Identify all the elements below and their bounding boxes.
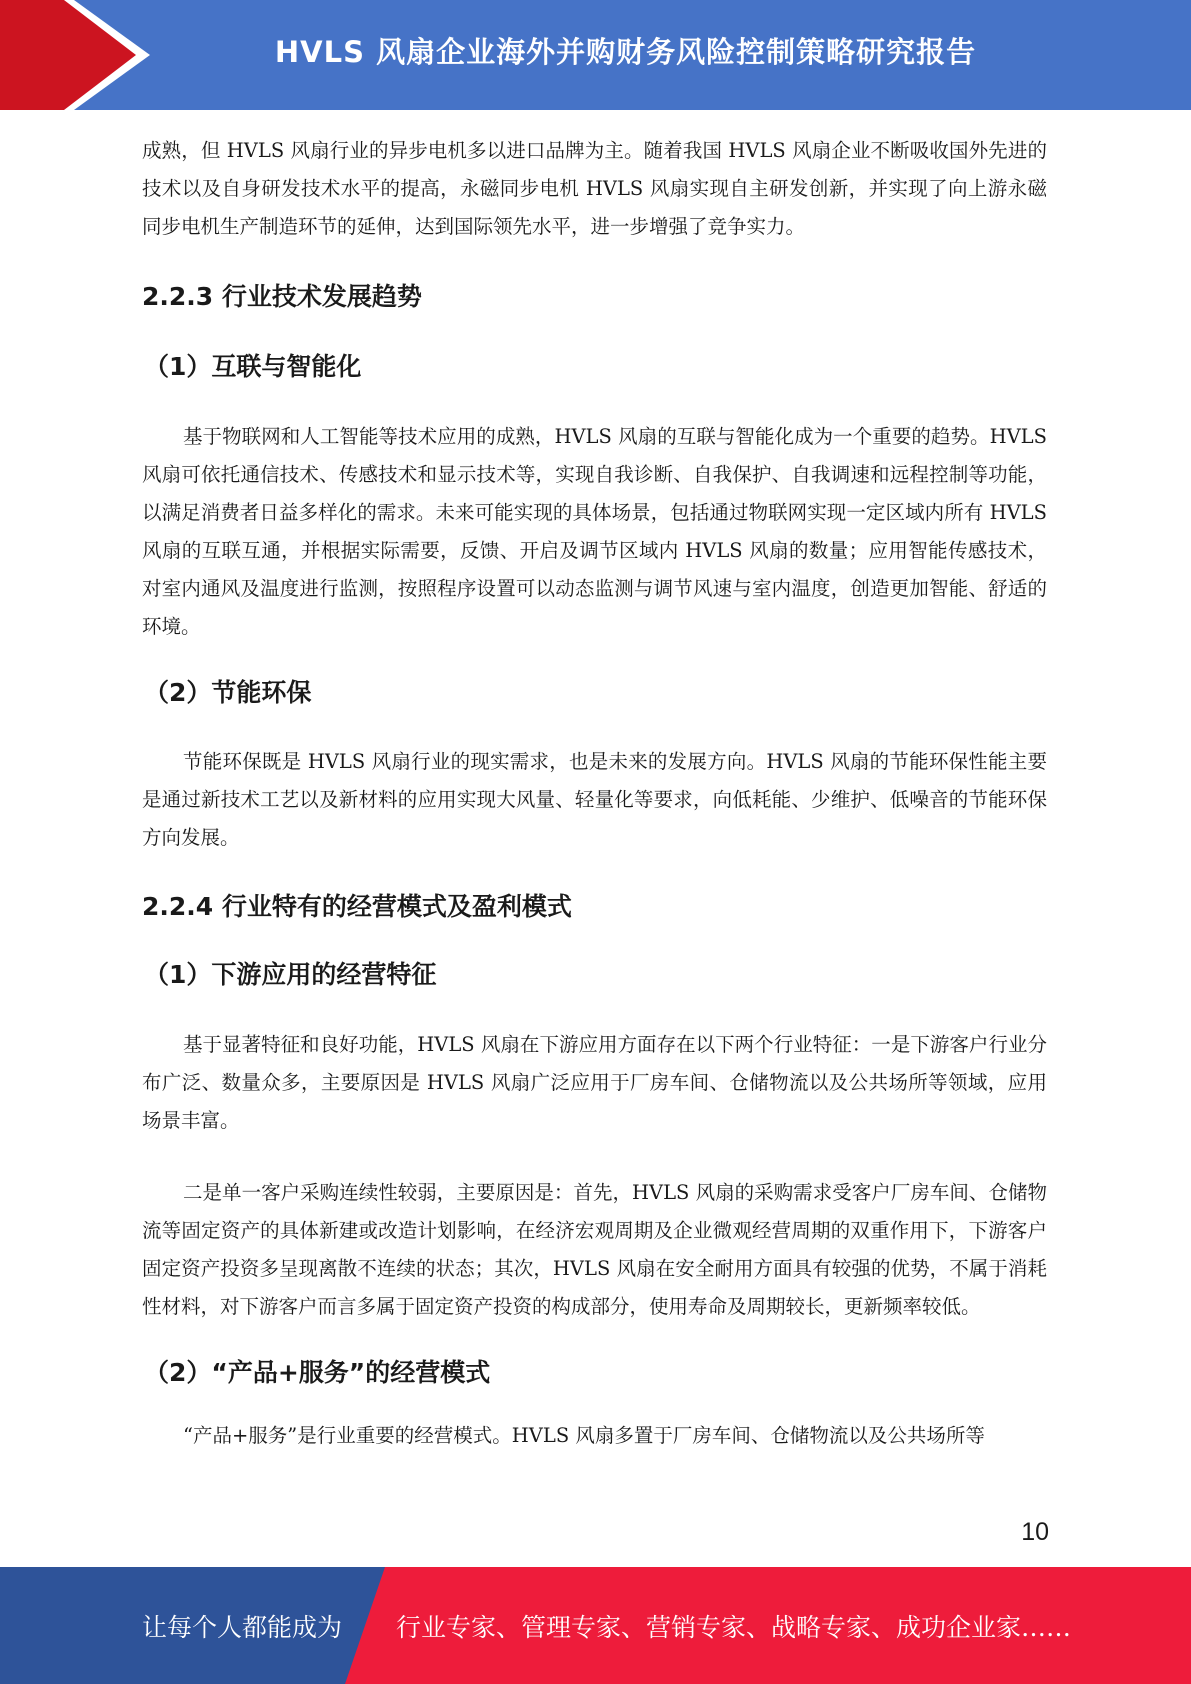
- page-header: [0, 0, 1191, 110]
- report-title: HVLS 风扇企业海外并购财务风险控制策略研究报告: [274, 34, 977, 69]
- page-footer: [0, 1567, 1191, 1684]
- paragraph-product-service: “产品+服务”是行业重要的经营模式。HVLS 风扇多置于厂房车间、仓储物流以及公共场所等: [183, 1424, 985, 1447]
- header-arrow-decoration: [0, 0, 150, 110]
- page-number: 10: [1021, 1518, 1049, 1546]
- paragraph-energy: 节能环保既是 HVLS 风扇行业的现实需求，也是未来的发展方向。HVLS 风扇的节能环保性能主要是通过新技术工艺以及新材料的应用实现大风量、轻量化等要求，向低耗能、少维护、低噪音的节能环保方向发展。: [142, 750, 1047, 849]
- section-heading-2-2-4: 2.2.4 行业特有的经营模式及盈利模式: [142, 892, 572, 921]
- subsection-heading-product-service: （2）“产品+服务”的经营模式: [144, 1358, 491, 1387]
- intro-paragraph: 成熟，但 HVLS 风扇行业的异步电机多以进口品牌为主。随着我国 HVLS 风扇企业不断吸收国外先进的技术以及自身研发技术水平的提高，永磁同步电机 HVLS 风扇实现自主研发创新，并实现了向上游永磁同步电机生产制造环节的延伸，达到国际领先水平，进一步增强了竞争实力。: [142, 139, 1047, 238]
- paragraph-interconnect: 基于物联网和人工智能等技术应用的成熟，HVLS 风扇的互联与智能化成为一个重要的趋势。HVLS 风扇可依托通信技术、传感技术和显示技术等，实现自我诊断、自我保护、自我调速和远程控制等功能，以满足消费者日益多样化的需求。未来可能实现的具体场景，包括通过物联网实现一定区域内所有 HVLS 风扇的互联互通，并根据实际需要，反馈、开启及调节区域内 HVLS 风扇的数量；应用智能传感技术，对室内通风及温度进行监测，按照程序设置可以动态监测与调节风速与室内温度，创造更加智能、舒适的环境。: [142, 425, 1047, 638]
- subsection-heading-interconnect: （1）互联与智能化: [144, 352, 362, 381]
- document-body: [142, 132, 1047, 1455]
- subsection-heading-energy: （2）节能环保: [144, 678, 312, 707]
- paragraph-downstream-2: 二是单一客户采购连续性较弱，主要原因是：首先，HVLS 风扇的采购需求受客户厂房车间、仓储物流等固定资产的具体新建或改造计划影响，在经济宏观周期及企业微观经营周期的双重作用下，下游客户固定资产投资多呈现离散不连续的状态；其次，HVLS 风扇在安全耐用方面具有较强的优势，不属于消耗性材料，对下游客户而言多属于固定资产投资的构成部分，使用寿命及周期较长，更新频率较低。: [142, 1181, 1047, 1318]
- section-heading-2-2-3: 2.2.3 行业技术发展趋势: [142, 282, 422, 311]
- footer-slogan-right: 行业专家、管理专家、营销专家、战略专家、成功企业家……: [396, 1612, 1072, 1642]
- subsection-heading-downstream: （1）下游应用的经营特征: [144, 960, 437, 989]
- paragraph-downstream-1: 基于显著特征和良好功能，HVLS 风扇在下游应用方面存在以下两个行业特征：一是下游客户行业分布广泛、数量众多，主要原因是 HVLS 风扇广泛应用于厂房车间、仓储物流以及公共场所等领域，应用场景丰富。: [142, 1033, 1047, 1132]
- footer-slogan-left: 让每个人都能成为: [142, 1612, 343, 1642]
